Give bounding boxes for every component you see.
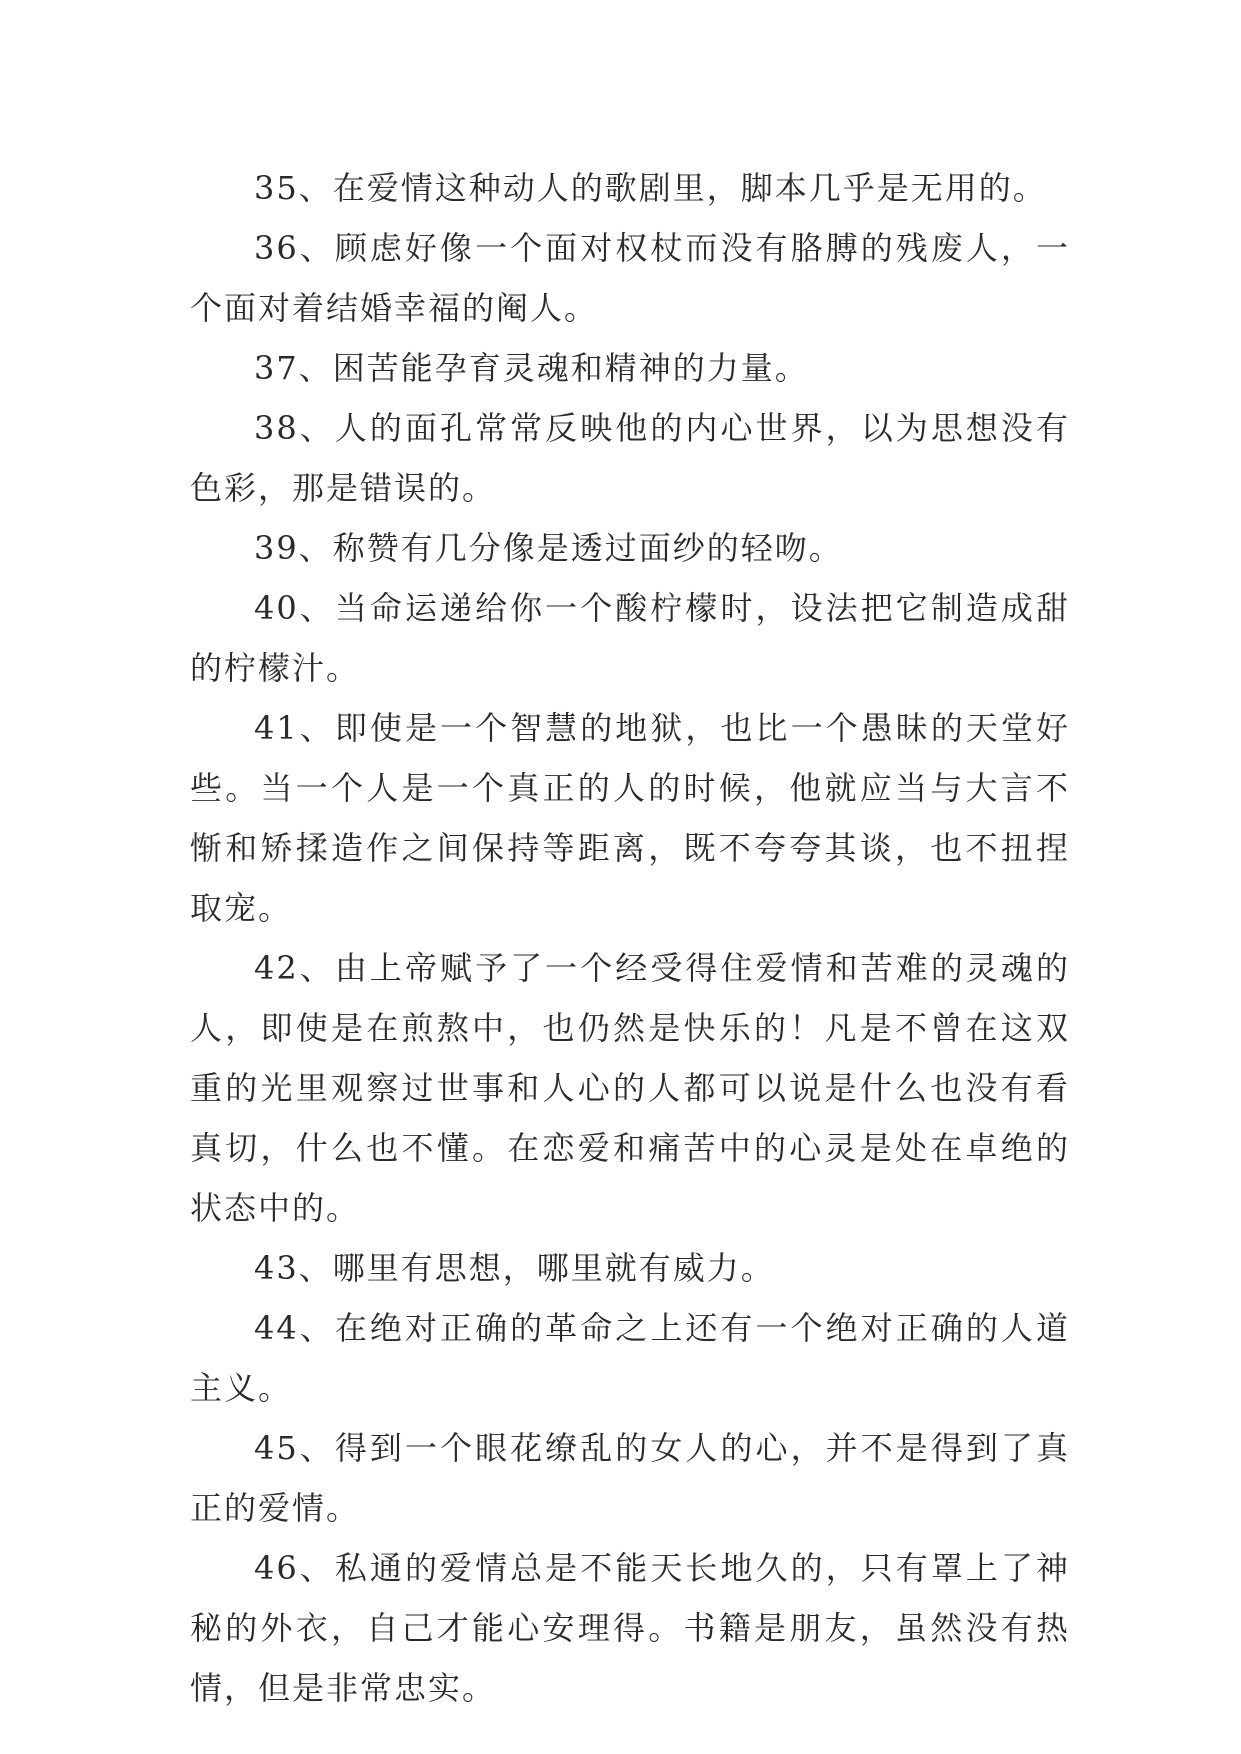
paragraph-36: 36、顾虑好像一个面对权杖而没有胳膊的残废人，一个面对着结婚幸福的阉人。 (190, 229, 1070, 327)
paragraph-45: 45、得到一个眼花缭乱的女人的心，并不是得到了真正的爱情。 (190, 1429, 1070, 1527)
paragraph-38: 38、人的面孔常常反映他的内心世界，以为思想没有色彩，那是错误的。 (190, 409, 1070, 507)
document-body (190, 158, 1070, 1718)
paragraph-43: 43、哪里有思想，哪里就有威力。 (254, 1249, 775, 1287)
paragraph-39: 39、称赞有几分像是透过面纱的轻吻。 (254, 529, 843, 567)
paragraph-42: 42、由上帝赋予了一个经受得住爱情和苦难的灵魂的人，即使是在煎熬中，也仍然是快乐的！凡是不曾在这双重的光里观察过世事和人心的人都可以说是什么也没有看真切，什么也不懂。在恋爱和痛苦中的心灵是处在卓绝的状态中的。 (190, 949, 1070, 1227)
paragraph-46: 46、私通的爱情总是不能天长地久的，只有罩上了神秘的外衣，自己才能心安理得。书籍是朋友，虽然没有热情，但是非常忠实。 (190, 1549, 1070, 1707)
paragraph-40: 40、当命运递给你一个酸柠檬时，设法把它制造成甜的柠檬汁。 (190, 589, 1070, 687)
paragraph-44: 44、在绝对正确的革命之上还有一个绝对正确的人道主义。 (190, 1309, 1070, 1407)
paragraph-35: 35、在爱情这种动人的歌剧里，脚本几乎是无用的。 (254, 169, 1047, 207)
paragraph-37: 37、困苦能孕育灵魂和精神的力量。 (254, 349, 809, 387)
paragraph-41: 41、即使是一个智慧的地狱，也比一个愚昧的天堂好些。当一个人是一个真正的人的时候，他就应当与大言不惭和矫揉造作之间保持等距离，既不夸夸其谈，也不扭捏取宠。 (190, 709, 1070, 927)
